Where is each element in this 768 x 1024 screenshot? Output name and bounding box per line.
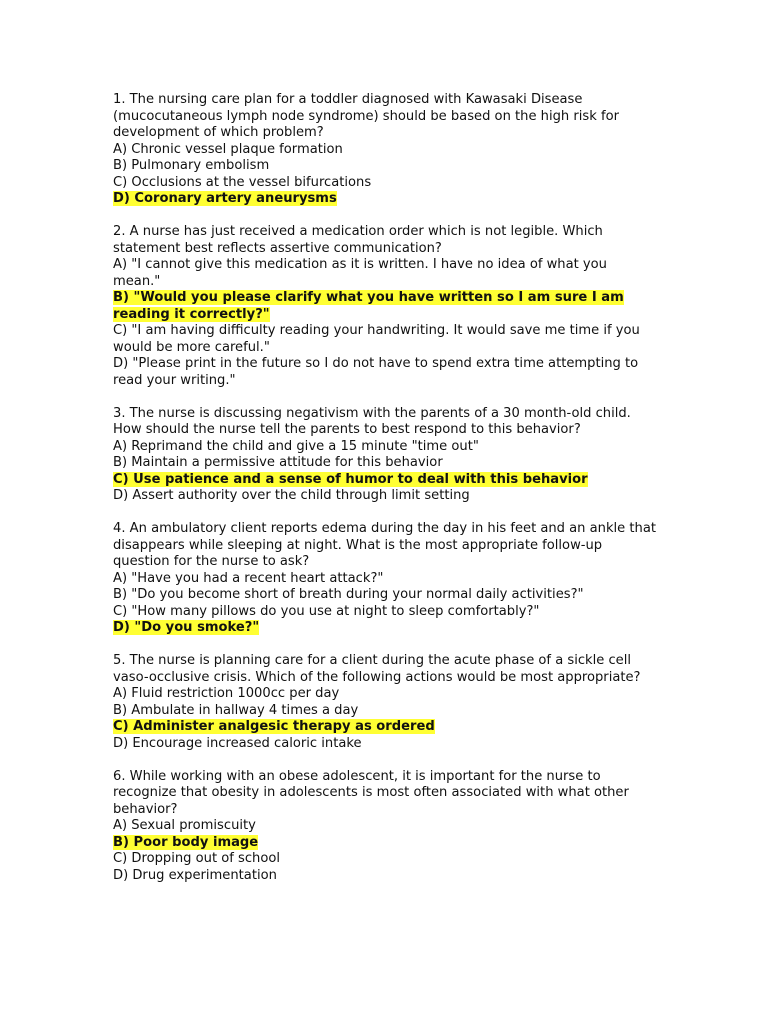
answer-option: A) Reprimand the child and give a 15 minute "time out" [113, 438, 479, 454]
answer-option: A) Sexual promiscuity [113, 818, 256, 833]
question-stem: 2. A nurse has just received a medication order which is not legible. Which statement best reflects assertive communication? [113, 224, 603, 256]
answer-option: A) Chronic vessel plaque formation [113, 141, 343, 157]
answer-option: B) Maintain a permissive attitude for this behavior [113, 455, 443, 470]
answer-option: C) Occlusions at the vessel bifurcations [113, 174, 372, 190]
correct-answer [113, 191, 658, 208]
answer-highlight: C) Use patience and a sense of humor to deal with this behavior [113, 471, 588, 487]
answer-highlight: C) Administer analgesic therapy as ordered [113, 719, 435, 734]
answer-option: D) "Please print in the future so I do not have to spend extra time attempting to read your writing." [113, 356, 639, 388]
answer-highlight: D) Coronary artery aneurysms [113, 191, 337, 206]
answer-option: C) Dropping out of school [113, 851, 281, 866]
correct-answer [113, 620, 658, 637]
question-3 [113, 406, 658, 505]
answer-highlight: B) "Would you please clarify what you have written so I am sure I am reading it correctly?" [113, 290, 624, 322]
question-stem: 6. While working with an obese adolescent, it is important for the nurse to recognize that obesity in adolescents is most often associated with what other behavior? [113, 768, 629, 817]
correct-answer [113, 472, 658, 489]
answer-option: C) "I am having difficulty reading your handwriting. It would save me time if you would be more careful." [113, 323, 640, 355]
correct-answer [113, 719, 658, 736]
answer-option: C) "How many pillows do you use at night to sleep comfortably?" [113, 603, 540, 619]
answer-option: A) "Have you had a recent heart attack?" [113, 570, 384, 586]
answer-option: B) Pulmonary embolism [113, 158, 270, 173]
answer-highlight: B) Poor body image [113, 834, 259, 850]
question-stem: 1. The nursing care plan for a toddler diagnosed with Kawasaki Disease (mucocutaneous lymph node syndrome) should be based on the high risk for development of which problem? [113, 92, 619, 140]
question-stem: 3. The nurse is discussing negativism with the parents of a 30 month-old child. How should the nurse tell the parents to best respond to this behavior? [113, 405, 631, 437]
answer-option: B) Ambulate in hallway 4 times a day [113, 702, 359, 718]
answer-option: D) Encourage increased caloric intake [113, 735, 362, 751]
answer-option: D) Drug experimentation [113, 867, 277, 883]
question-stem: 4. An ambulatory client reports edema during the day in his feet and an ankle that disappears while sleeping at night. What is the most appropriate follow-up question for the nurse to ask? [113, 521, 656, 569]
correct-answer [113, 290, 658, 323]
answer-option: A) Fluid restriction 1000cc per day [113, 686, 340, 701]
correct-answer [113, 835, 658, 852]
answer-highlight: D) "Do you smoke?" [113, 620, 260, 635]
answer-option: D) Assert authority over the child through limit setting [113, 488, 470, 503]
question-2 [113, 224, 658, 389]
question-5 [113, 653, 658, 752]
answer-option: B) "Do you become short of breath during your normal daily activities?" [113, 587, 584, 602]
question-stem: 5. The nurse is planning care for a client during the acute phase of a sickle cell vaso-occlusive crisis. Which of the following actions would be most appropriate? [113, 653, 641, 685]
question-4 [113, 521, 658, 637]
question-6 [113, 769, 658, 885]
document-page [113, 92, 658, 901]
answer-option: A) "I cannot give this medication as it is written. I have no idea of what you mean." [113, 257, 607, 289]
question-1 [113, 92, 658, 208]
